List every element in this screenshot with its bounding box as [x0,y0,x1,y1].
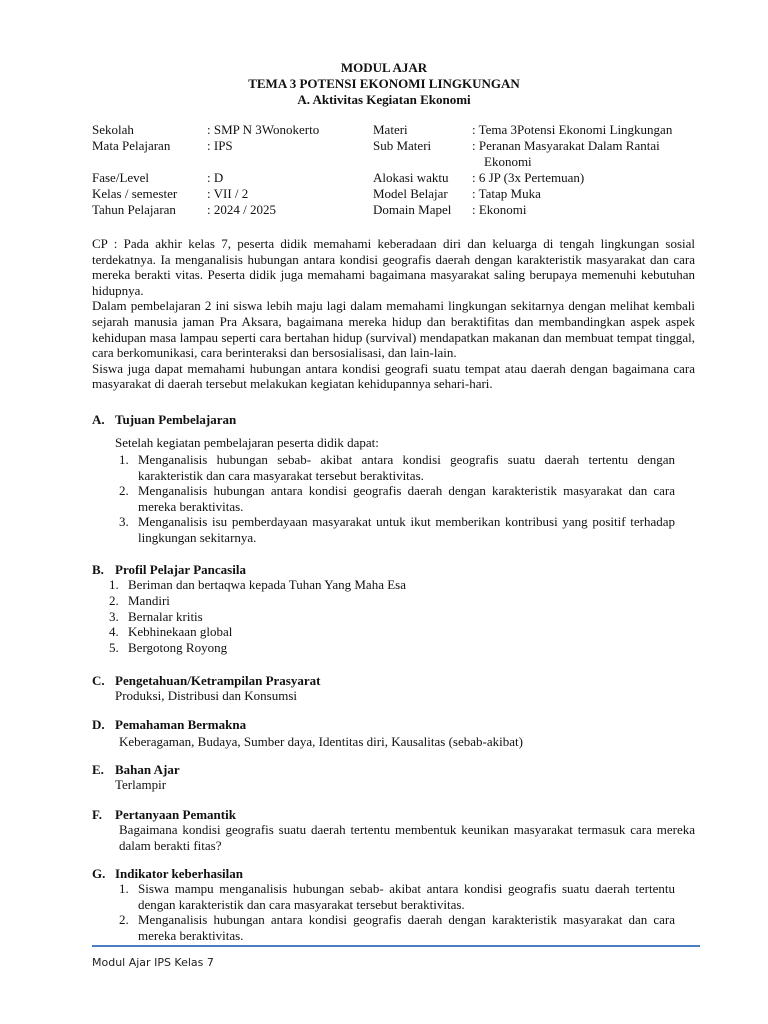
info-value: : VII / 2 [207,186,249,201]
list-number: 3. [119,514,129,530]
section-title: Pemahaman Bermakna [115,717,247,732]
list-item [119,483,675,514]
info-label: Sub Materi [373,138,432,153]
list-number: 4. [109,624,119,640]
list-item [109,624,628,640]
info-value: : SMP N 3Wonokerto [207,122,320,137]
section-title: Pertanyaan Pemantik [115,807,236,822]
list-item [109,640,628,656]
section-a-intro: Setelah kegiatan pembelajaran peserta didik dapat: [115,435,379,450]
list-text: Bergotong Royong [128,640,228,656]
list-number: 2. [109,592,119,608]
list-text: Menganalisis hubungan antara kondisi geografis daerah dengan karakteristik masyarakat dan cara mereka beraktivitas. [138,912,675,943]
info-value-line: : Peranan Masyarakat Dalam Rantai [472,138,660,153]
pancasila-profile-list [109,577,628,656]
cp-paragraph: CP : Pada akhir kelas 7, peserta didik memahami keberadaan diri dan keluarga di tengah lingkungan sosial terdekatnya. Ia menganalisis hubungan antara kondisi geografis daerah dengan karakteristik masyarakat dan cara mereka berakti vitas. Peserta didik juga memahami bagaimana masyarakat saling berupaya memenuhi kebutuhan hidupnya. [92,236,695,298]
list-text: Menganalisis isu pemberdayaan masyarakat untuk ikut memberikan kontribusi yang positif terhadap lingkungan sekitarnya. [138,514,675,545]
section-a-heading [92,412,236,428]
info-value [472,138,700,170]
info-value: : IPS [207,138,233,153]
info-value: : Tema 3Potensi Ekonomi Lingkungan [472,122,673,137]
info-value: : Ekonomi [472,202,527,217]
section-f-heading [92,807,236,823]
list-number: 1. [119,452,129,467]
info-value: : 2024 / 2025 [207,202,276,217]
list-item [119,514,675,545]
section-d-heading [92,717,246,733]
list-text: Menganalisis hubungan antara kondisi geografis daerah dengan karakteristik masyarakat dan cara mereka beraktivitas. [138,483,675,514]
intro-text [92,236,695,392]
section-letter: D. [92,717,105,732]
info-row [92,186,702,202]
list-number: 1. [119,881,129,896]
section-c-heading [92,673,320,689]
section-letter: E. [92,762,104,777]
info-value: : 6 JP (3x Pertemuan) [472,170,585,185]
section-letter: F. [92,807,102,822]
info-label: Model Belajar [373,186,448,201]
info-row [92,170,702,186]
list-number: 5. [109,640,119,656]
info-row [92,202,702,218]
list-item [119,912,675,943]
section-d-text: Keberagaman, Budaya, Sumber daya, Identitas diri, Kausalitas (sebab-akibat) [119,734,523,749]
list-number: 2. [119,912,129,928]
info-row [92,138,702,170]
section-title: Bahan Ajar [115,762,180,777]
info-label: Alokasi waktu [373,170,449,185]
info-label: Sekolah [92,122,134,137]
doc-theme-title: TEMA 3 POTENSI EKONOMI LINGKUNGAN [248,76,520,91]
page-footer: Modul Ajar IPS Kelas 7 [92,956,214,969]
footer-divider [92,945,700,947]
list-number: 1. [109,577,119,592]
info-value-continuation: Ekonomi [484,154,532,169]
section-letter: A. [92,412,105,427]
list-number: 3. [109,608,119,624]
success-indicators-list [119,881,675,943]
info-label: Domain Mapel [373,202,452,217]
list-text: Mandiri [128,592,170,608]
list-item [109,577,628,593]
list-item [109,592,628,609]
section-b-heading [92,562,246,578]
info-label: Materi [373,122,408,137]
section-c-text: Produksi, Distribusi dan Konsumsi [115,688,298,703]
list-text: Bernalar kritis [128,608,203,624]
section-title: Profil Pelajar Pancasila [115,562,246,577]
list-text: Kebhinekaan global [128,624,233,640]
doc-subtitle: A. Aktivitas Kegiatan Ekonomi [297,92,471,107]
section-title: Indikator keberhasilan [115,866,243,881]
section-e-heading [92,762,180,778]
list-item [109,608,628,625]
section-title: Tujuan Pembelajaran [115,412,237,427]
doc-title: MODUL AJAR [340,60,428,75]
info-value: : D [207,170,224,185]
section-g-heading [92,866,243,882]
section-f-text: Bagaimana kondisi geografis suatu daerah tertentu membentuk keunikan masyarakat termasuk cara mereka dalam berakti fitas? [119,822,695,853]
context-paragraph: Siswa juga dapat memahami hubungan antara kondisi geografi suatu tempat atau daerah dengan bagaimana cara masyarakat di daerah tersebut melakukan kegiatan kehidupannya sehari-hari. [92,360,695,392]
document-header [0,60,768,108]
section-letter: B. [92,562,104,577]
section-e-text: Terlampir [115,777,167,792]
learning-objectives-list [119,452,675,546]
list-text: Siswa mampu menganalisis hubungan sebab- akibat antara kondisi geografis suatu daerah tertentu dengan karakteristik dan cara masyarakat tersebut beraktivitas. [138,881,675,912]
list-text: Menganalisis hubungan sebab- akibat antara kondisi geografis suatu daerah tertentu dengan karakteristik dan cara masyarakat tersebut beraktivitas. [138,452,675,483]
section-letter: G. [92,866,106,881]
list-text: Beriman dan bertaqwa kepada Tuhan Yang Maha Esa [128,577,406,592]
section-letter: C. [92,673,105,688]
info-table [92,122,702,218]
section-title: Pengetahuan/Ketrampilan Prasyarat [115,673,321,688]
info-label: Mata Pelajaran [92,138,171,153]
learning-paragraph: Dalam pembelajaran 2 ini siswa lebih maju lagi dalam memahami lingkungan sekitarnya dengan melihat kembali sejarah manusia jaman Pra Aksara, bagaimana mereka hidup dan beraktifitas dan membandingkan aspek aspek kehidupan masa lampau seperti cara bertahan hidup (survival) mendapatkan makanan dan membuat tempat tinggal, cara berkomunikasi, cara berinteraksi dan bersosialisasi, dan lain-lain. [92,298,695,361]
info-label: Tahun Pelajaran [92,202,176,217]
info-value: : Tatap Muka [472,186,541,201]
list-item [119,881,675,912]
info-row [92,122,702,138]
list-item [119,452,675,483]
list-number: 2. [119,483,129,499]
info-label: Kelas / semester [92,186,178,201]
info-label: Fase/Level [92,170,150,185]
